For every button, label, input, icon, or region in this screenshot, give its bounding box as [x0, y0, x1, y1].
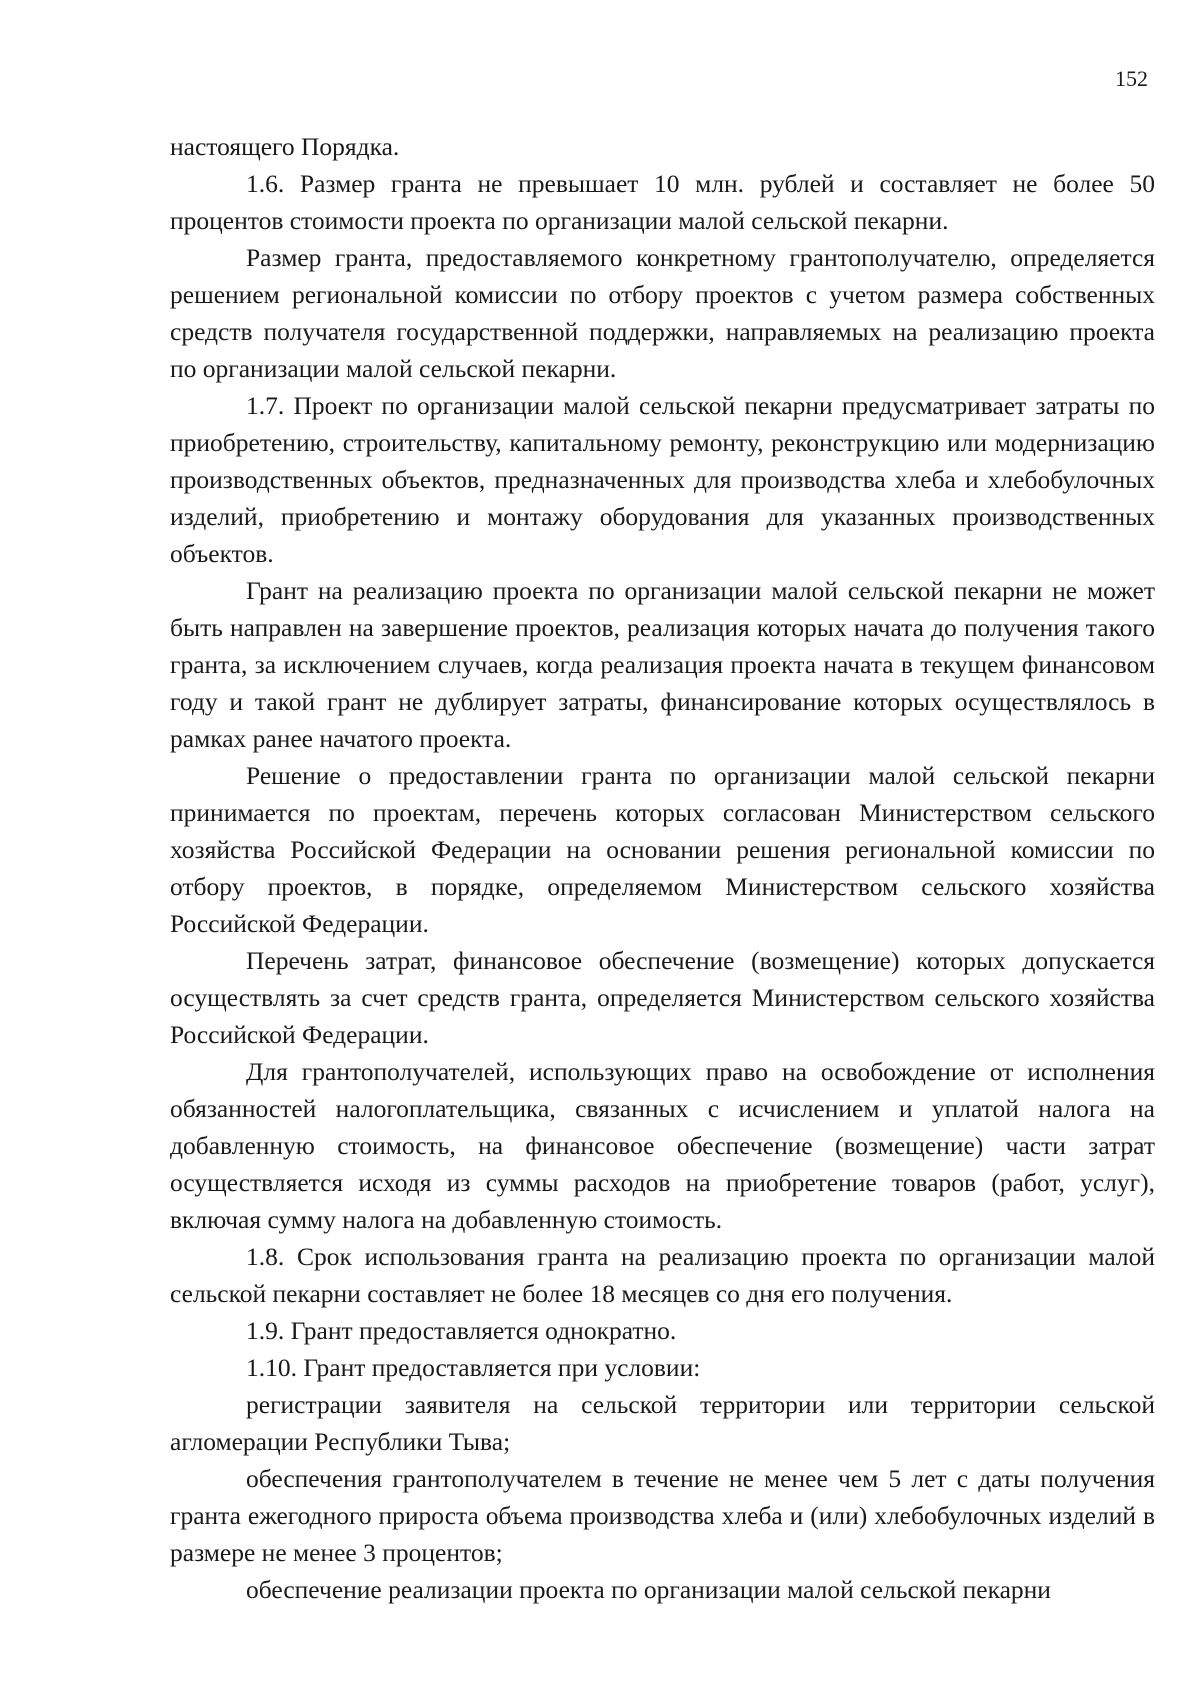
paragraph: обеспечения грантополучателем в течение не менее чем 5 лет с даты получения гранта ежегодного прироста объема производства хлеба и (или) хлебобулочных изделий в размере не менее 3 процентов; — [170, 1464, 1155, 1567]
paragraph: 1.7. Проект по организации малой сельской пекарни предусматривает затраты по приобретению, строительству, капитальному ремонту, реконструкцию или модернизацию производственных объектов, предназначенных для производства хлеба и хлебобулочных изделий, приобретению и монтажу оборудования для указанных производственных объектов. — [170, 391, 1155, 568]
paragraph: Решение о предоставлении гранта по организации малой сельской пекарни принимается по проектам, перечень которых согласован Министерством сельского хозяйства Российской Федерации на основании решения региональной комиссии по отбору проектов, в порядке, определяемом Министерством сельского хозяйства Российской Федерации. — [170, 761, 1155, 938]
paragraph: обеспечение реализации проекта по организации малой сельской пекарни — [246, 1575, 1051, 1604]
document-body — [170, 128, 1155, 1608]
paragraph: Размер гранта, предоставляемого конкретному грантополучателю, определяется решением региональной комиссии по отбору проектов с учетом размера собственных средств получателя государственной поддержки, направляемых на реализацию проекта по организации малой сельской пекарни. — [170, 243, 1155, 383]
paragraph: регистрации заявителя на сельской территории или территории сельской агломерации Республики Тыва; — [170, 1390, 1155, 1456]
paragraph: 1.8. Срок использования гранта на реализацию проекта по организации малой сельской пекарни составляет не более 18 месяцев со дня его получения. — [170, 1242, 1155, 1308]
paragraph: Грант на реализацию проекта по организации малой сельской пекарни не может быть направлен на завершение проектов, реализация которых начата до получения такого гранта, за исключением случаев, когда реализация проекта начата в текущем финансовом году и такой грант не дублирует затраты, финансирование которых осуществлялось в рамках ранее начатого проекта. — [170, 576, 1155, 753]
paragraph: 1.10. Грант предоставляется при условии: — [246, 1353, 701, 1382]
paragraph: 1.6. Размер гранта не превышает 10 млн. рублей и составляет не более 50 процентов стоимости проекта по организации малой сельской пекарни. — [170, 169, 1155, 235]
paragraph: Перечень затрат, финансовое обеспечение (возмещение) которых допускается осуществлять за счет средств гранта, определяется Министерством сельского хозяйства Российской Федерации. — [170, 946, 1155, 1049]
paragraph: настоящего Порядка. — [170, 132, 400, 161]
page-number: 152 — [1115, 66, 1148, 91]
paragraph: 1.9. Грант предоставляется однократно. — [246, 1316, 677, 1345]
paragraph: Для грантополучателей, использующих право на освобождение от исполнения обязанностей налогоплательщика, связанных с исчислением и уплатой налога на добавленную стоимость, на финансовое обеспечение (возмещение) части затрат осуществляется исходя из суммы расходов на приобретение товаров (работ, услуг), включая сумму налога на добавленную стоимость. — [170, 1057, 1155, 1234]
